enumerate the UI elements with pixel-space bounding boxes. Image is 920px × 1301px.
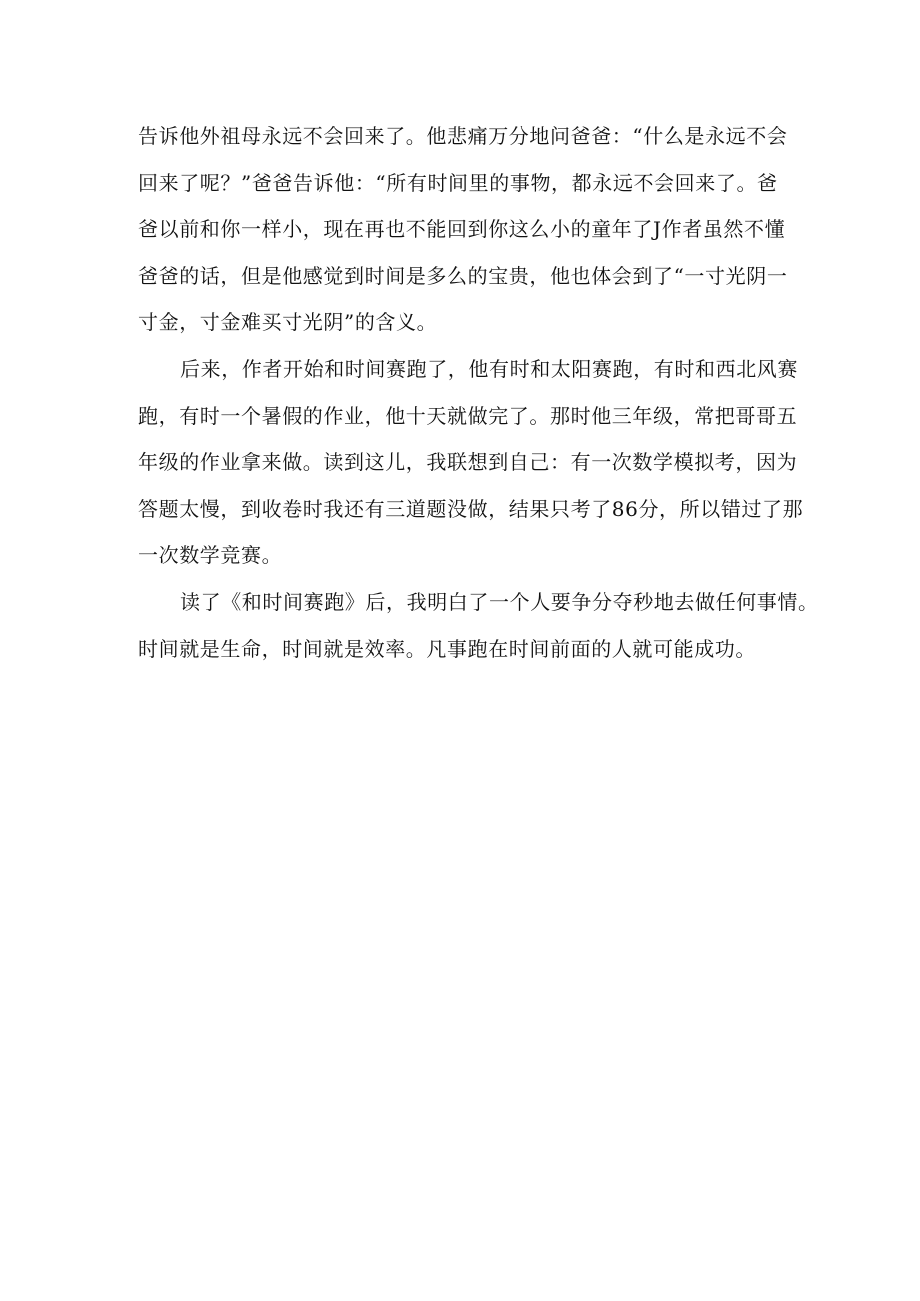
essay-body (138, 113, 819, 672)
text-line: 爸爸的话，但是他感觉到时间是多么的宝贵，他也体会到了“一寸光阴一 (138, 263, 788, 288)
text-line: 答题太慢，到收卷时我还有三道题没做，结果只考了86分，所以错过了那 (138, 496, 804, 521)
text-line: 跑，有时一个暑假的作业，他十天就做完了。那时他三年级，常把哥哥五 (138, 403, 798, 428)
paragraph-1 (138, 113, 788, 346)
text-line: 时间就是生命，时间就是效率。凡事跑在时间前面的人就可能成功。 (138, 636, 756, 661)
paragraph-3 (138, 579, 819, 672)
text-line: 告诉他外祖母永远不会回来了。他悲痛万分地问爸爸：“什么是永远不会 (138, 124, 788, 148)
text-line: 年级的作业拿来做。读到这儿，我联想到自己：有一次数学模拟考，因为 (138, 450, 798, 475)
text-line: 读了《和时间赛跑》后，我明白了一个人要争分夺秒地去做任何事情。 (180, 589, 819, 614)
text-line: 寸金，寸金难买寸光阴”的含义。 (138, 310, 438, 335)
text-line: 回来了呢？”爸爸告诉他：“所有时间里的事物，都永远不会回来了。爸 (138, 170, 778, 195)
text-line: 后来，作者开始和时间赛跑了，他有时和太阳赛跑，有时和西北风赛 (180, 356, 798, 381)
paragraph-2 (138, 346, 804, 579)
text-line: 爸以前和你一样小，现在再也不能回到你这么小的童年了J作者虽然不懂 (138, 217, 786, 242)
text-line: 一次数学竞赛。 (138, 543, 283, 568)
